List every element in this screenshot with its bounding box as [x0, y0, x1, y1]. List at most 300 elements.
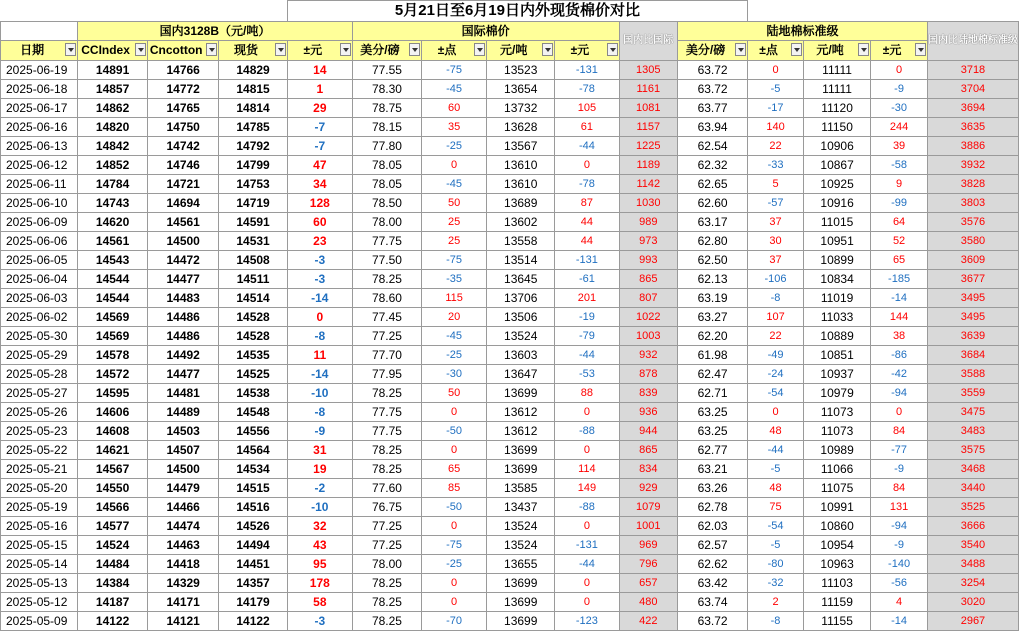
cell-points-change[interactable]: 65 [422, 460, 487, 479]
cell-usc-per-lb-upland[interactable]: 62.77 [678, 441, 748, 460]
cell-cny-change-upland[interactable]: 65 [871, 251, 928, 270]
cell-spot[interactable]: 14179 [219, 593, 287, 612]
cell-usc-per-lb[interactable]: 78.25 [352, 384, 421, 403]
cell-cny-change[interactable]: -44 [555, 346, 619, 365]
cell-cny-change[interactable]: 0 [555, 403, 619, 422]
cell-domestic-vs-intl[interactable]: 932 [619, 346, 678, 365]
cell-cny-per-ton[interactable]: 13647 [487, 365, 555, 384]
cell-cny-change-upland[interactable]: -58 [871, 156, 928, 175]
cell-ccindex[interactable]: 14569 [78, 327, 148, 346]
cell-usc-per-lb-upland[interactable]: 62.50 [678, 251, 748, 270]
cell-spot[interactable]: 14591 [219, 213, 287, 232]
cell-date[interactable]: 2025-05-19 [1, 498, 78, 517]
cell-points-change[interactable]: 0 [422, 574, 487, 593]
cell-domestic-vs-upland[interactable]: 3684 [927, 346, 1018, 365]
cell-cny-change-upland[interactable]: -94 [871, 517, 928, 536]
cell-cny-change-upland[interactable]: -9 [871, 536, 928, 555]
cell-points-change-upland[interactable]: -8 [748, 289, 804, 308]
cell-cny-change-upland[interactable]: -14 [871, 289, 928, 308]
cell-cny-change[interactable]: 0 [555, 593, 619, 612]
cell-cny-per-ton[interactable]: 13612 [487, 422, 555, 441]
cell-usc-per-lb-upland[interactable]: 62.13 [678, 270, 748, 289]
cell-spot-change[interactable]: -7 [287, 118, 352, 137]
cell-domestic-vs-intl[interactable]: 1081 [619, 99, 678, 118]
cell-ccindex[interactable]: 14187 [78, 593, 148, 612]
cell-cncotton[interactable]: 14477 [148, 365, 219, 384]
cell-ccindex[interactable]: 14852 [78, 156, 148, 175]
cell-cny-per-ton[interactable]: 13699 [487, 593, 555, 612]
cell-spot[interactable]: 14814 [219, 99, 287, 118]
filter-dropdown-icon[interactable] [340, 43, 351, 56]
cell-points-change[interactable]: 0 [422, 156, 487, 175]
cell-spot-change[interactable]: -7 [287, 137, 352, 156]
cell-spot[interactable]: 14556 [219, 422, 287, 441]
cell-date[interactable]: 2025-05-20 [1, 479, 78, 498]
cell-cny-change[interactable]: -123 [555, 612, 619, 631]
cell-spot[interactable]: 14515 [219, 479, 287, 498]
cell-usc-per-lb-upland[interactable]: 62.78 [678, 498, 748, 517]
cell-points-change[interactable]: 85 [422, 479, 487, 498]
cell-cny-change-upland[interactable]: 52 [871, 232, 928, 251]
cell-cny-change[interactable]: 61 [555, 118, 619, 137]
cell-domestic-vs-upland[interactable]: 3254 [927, 574, 1018, 593]
cell-usc-per-lb[interactable]: 77.45 [352, 308, 421, 327]
cell-domestic-vs-intl[interactable]: 422 [619, 612, 678, 631]
cell-domestic-vs-intl[interactable]: 807 [619, 289, 678, 308]
cell-domestic-vs-intl[interactable]: 839 [619, 384, 678, 403]
cell-points-change[interactable]: -45 [422, 80, 487, 99]
cell-cncotton[interactable]: 14694 [148, 194, 219, 213]
cell-ccindex[interactable]: 14550 [78, 479, 148, 498]
cell-cncotton[interactable]: 14489 [148, 403, 219, 422]
cell-cny-change-upland[interactable]: 64 [871, 213, 928, 232]
cell-cncotton[interactable]: 14171 [148, 593, 219, 612]
cell-ccindex[interactable]: 14595 [78, 384, 148, 403]
cell-ccindex[interactable]: 14842 [78, 137, 148, 156]
cell-cny-change[interactable]: 201 [555, 289, 619, 308]
cell-points-change-upland[interactable]: 75 [748, 498, 804, 517]
filter-dropdown-icon[interactable] [135, 43, 146, 56]
cell-cny-per-ton-upland[interactable]: 10834 [803, 270, 870, 289]
cell-cncotton[interactable]: 14418 [148, 555, 219, 574]
cell-usc-per-lb[interactable]: 78.75 [352, 99, 421, 118]
cell-cny-change-upland[interactable]: -42 [871, 365, 928, 384]
cell-usc-per-lb-upland[interactable]: 62.54 [678, 137, 748, 156]
cell-cny-change-upland[interactable]: 84 [871, 422, 928, 441]
cell-points-change[interactable]: 0 [422, 517, 487, 536]
cell-cny-change-upland[interactable]: 131 [871, 498, 928, 517]
cell-points-change[interactable]: 50 [422, 384, 487, 403]
cell-points-change-upland[interactable]: -32 [748, 574, 804, 593]
cell-spot-change[interactable]: 128 [287, 194, 352, 213]
cell-date[interactable]: 2025-05-23 [1, 422, 78, 441]
cell-domestic-vs-intl[interactable]: 834 [619, 460, 678, 479]
cell-cncotton[interactable]: 14721 [148, 175, 219, 194]
cell-spot[interactable]: 14548 [219, 403, 287, 422]
cell-usc-per-lb-upland[interactable]: 62.32 [678, 156, 748, 175]
cell-usc-per-lb-upland[interactable]: 63.25 [678, 403, 748, 422]
cell-cncotton[interactable]: 14507 [148, 441, 219, 460]
cell-domestic-vs-upland[interactable]: 3468 [927, 460, 1018, 479]
cell-cny-per-ton-upland[interactable]: 11073 [803, 422, 870, 441]
cell-domestic-vs-intl[interactable]: 944 [619, 422, 678, 441]
cell-usc-per-lb[interactable]: 78.25 [352, 441, 421, 460]
cell-cny-change[interactable]: 149 [555, 479, 619, 498]
cell-cny-per-ton[interactable]: 13585 [487, 479, 555, 498]
cell-cny-change[interactable]: 105 [555, 99, 619, 118]
cell-cny-change-upland[interactable]: -9 [871, 80, 928, 99]
cell-spot-change[interactable]: 0 [287, 308, 352, 327]
cell-domestic-vs-upland[interactable]: 3495 [927, 289, 1018, 308]
cell-date[interactable]: 2025-05-28 [1, 365, 78, 384]
cell-ccindex[interactable]: 14578 [78, 346, 148, 365]
cell-points-change-upland[interactable]: 0 [748, 61, 804, 80]
cell-date[interactable]: 2025-06-09 [1, 213, 78, 232]
cell-usc-per-lb-upland[interactable]: 62.80 [678, 232, 748, 251]
cell-points-change-upland[interactable]: -54 [748, 384, 804, 403]
cell-date[interactable]: 2025-05-30 [1, 327, 78, 346]
cell-cny-per-ton[interactable]: 13610 [487, 175, 555, 194]
cell-cncotton[interactable]: 14500 [148, 460, 219, 479]
cell-date[interactable]: 2025-05-27 [1, 384, 78, 403]
cell-cncotton[interactable]: 14329 [148, 574, 219, 593]
cell-cny-per-ton[interactable]: 13524 [487, 327, 555, 346]
cell-usc-per-lb-upland[interactable]: 63.74 [678, 593, 748, 612]
cell-points-change-upland[interactable]: 140 [748, 118, 804, 137]
cell-date[interactable]: 2025-06-04 [1, 270, 78, 289]
cell-domestic-vs-intl[interactable]: 993 [619, 251, 678, 270]
cell-cny-per-ton[interactable]: 13524 [487, 517, 555, 536]
cell-cny-per-ton[interactable]: 13699 [487, 384, 555, 403]
cell-points-change[interactable]: -45 [422, 327, 487, 346]
cell-ccindex[interactable]: 14569 [78, 308, 148, 327]
cell-ccindex[interactable]: 14384 [78, 574, 148, 593]
cell-usc-per-lb-upland[interactable]: 62.03 [678, 517, 748, 536]
cell-domestic-vs-intl[interactable]: 969 [619, 536, 678, 555]
cell-ccindex[interactable]: 14620 [78, 213, 148, 232]
cell-usc-per-lb[interactable]: 78.60 [352, 289, 421, 308]
cell-spot-change[interactable]: 43 [287, 536, 352, 555]
cell-ccindex[interactable]: 14572 [78, 365, 148, 384]
cell-ccindex[interactable]: 14567 [78, 460, 148, 479]
cell-domestic-vs-upland[interactable]: 3559 [927, 384, 1018, 403]
cell-spot-change[interactable]: 178 [287, 574, 352, 593]
cell-date[interactable]: 2025-05-14 [1, 555, 78, 574]
cell-points-change-upland[interactable]: -24 [748, 365, 804, 384]
cell-usc-per-lb[interactable]: 77.25 [352, 536, 421, 555]
cell-cncotton[interactable]: 14492 [148, 346, 219, 365]
cell-usc-per-lb-upland[interactable]: 62.47 [678, 365, 748, 384]
cell-usc-per-lb[interactable]: 78.05 [352, 156, 421, 175]
cell-points-change-upland[interactable]: 2 [748, 593, 804, 612]
cell-cny-per-ton-upland[interactable]: 10979 [803, 384, 870, 403]
cell-usc-per-lb[interactable]: 78.50 [352, 194, 421, 213]
cell-cny-per-ton-upland[interactable]: 11019 [803, 289, 870, 308]
cell-cny-per-ton[interactable]: 13437 [487, 498, 555, 517]
cell-domestic-vs-upland[interactable]: 3475 [927, 403, 1018, 422]
cell-spot[interactable]: 14508 [219, 251, 287, 270]
cell-domestic-vs-intl[interactable]: 936 [619, 403, 678, 422]
cell-spot[interactable]: 14829 [219, 61, 287, 80]
cell-usc-per-lb[interactable]: 78.25 [352, 460, 421, 479]
cell-spot-change[interactable]: 11 [287, 346, 352, 365]
cell-ccindex[interactable]: 14606 [78, 403, 148, 422]
cell-spot[interactable]: 14564 [219, 441, 287, 460]
cell-spot-change[interactable]: 19 [287, 460, 352, 479]
cell-date[interactable]: 2025-05-29 [1, 346, 78, 365]
cell-cncotton[interactable]: 14486 [148, 327, 219, 346]
cell-domestic-vs-upland[interactable]: 3677 [927, 270, 1018, 289]
cell-usc-per-lb-upland[interactable]: 62.62 [678, 555, 748, 574]
cell-points-change[interactable]: 25 [422, 213, 487, 232]
cell-domestic-vs-upland[interactable]: 3440 [927, 479, 1018, 498]
cell-cny-per-ton-upland[interactable]: 11111 [803, 80, 870, 99]
cell-domestic-vs-upland[interactable]: 3828 [927, 175, 1018, 194]
cell-usc-per-lb[interactable]: 78.25 [352, 593, 421, 612]
cell-cny-change[interactable]: 0 [555, 517, 619, 536]
cell-usc-per-lb[interactable]: 78.30 [352, 80, 421, 99]
cell-spot-change[interactable]: 31 [287, 441, 352, 460]
cell-usc-per-lb-upland[interactable]: 62.57 [678, 536, 748, 555]
cell-usc-per-lb-upland[interactable]: 62.71 [678, 384, 748, 403]
cell-domestic-vs-upland[interactable]: 3694 [927, 99, 1018, 118]
cell-cny-change-upland[interactable]: 144 [871, 308, 928, 327]
cell-cncotton[interactable]: 14500 [148, 232, 219, 251]
cell-cny-per-ton[interactable]: 13699 [487, 574, 555, 593]
cell-domestic-vs-upland[interactable]: 3580 [927, 232, 1018, 251]
cell-spot-change[interactable]: -10 [287, 498, 352, 517]
cell-cny-per-ton[interactable]: 13558 [487, 232, 555, 251]
cell-usc-per-lb[interactable]: 77.95 [352, 365, 421, 384]
cell-cncotton[interactable]: 14463 [148, 536, 219, 555]
cell-points-change[interactable]: 20 [422, 308, 487, 327]
cell-cny-change[interactable]: -44 [555, 555, 619, 574]
cell-domestic-vs-upland[interactable]: 3609 [927, 251, 1018, 270]
cell-cny-per-ton[interactable]: 13523 [487, 61, 555, 80]
cell-points-change[interactable]: 25 [422, 232, 487, 251]
cell-cny-change[interactable]: -44 [555, 137, 619, 156]
cell-ccindex[interactable]: 14608 [78, 422, 148, 441]
cell-cncotton[interactable]: 14466 [148, 498, 219, 517]
cell-spot-change[interactable]: 1 [287, 80, 352, 99]
cell-cny-per-ton-upland[interactable]: 10860 [803, 517, 870, 536]
cell-date[interactable]: 2025-05-22 [1, 441, 78, 460]
cell-cncotton[interactable]: 14472 [148, 251, 219, 270]
cell-points-change-upland[interactable]: -44 [748, 441, 804, 460]
cell-usc-per-lb-upland[interactable]: 63.26 [678, 479, 748, 498]
cell-points-change[interactable]: 115 [422, 289, 487, 308]
cell-spot-change[interactable]: 14 [287, 61, 352, 80]
cell-usc-per-lb-upland[interactable]: 63.72 [678, 80, 748, 99]
cell-points-change[interactable]: 0 [422, 441, 487, 460]
cell-cny-change[interactable]: 0 [555, 156, 619, 175]
cell-cny-change[interactable]: -131 [555, 251, 619, 270]
cell-points-change-upland[interactable]: -80 [748, 555, 804, 574]
cell-cny-per-ton[interactable]: 13524 [487, 536, 555, 555]
cell-usc-per-lb[interactable]: 78.15 [352, 118, 421, 137]
cell-usc-per-lb[interactable]: 78.05 [352, 175, 421, 194]
cell-cny-per-ton-upland[interactable]: 10906 [803, 137, 870, 156]
cell-cny-change[interactable]: 44 [555, 213, 619, 232]
cell-points-change[interactable]: -25 [422, 346, 487, 365]
cell-domestic-vs-intl[interactable]: 989 [619, 213, 678, 232]
cell-points-change[interactable]: 60 [422, 99, 487, 118]
cell-usc-per-lb[interactable]: 77.80 [352, 137, 421, 156]
cell-domestic-vs-intl[interactable]: 480 [619, 593, 678, 612]
cell-spot-change[interactable]: -2 [287, 479, 352, 498]
cell-spot-change[interactable]: -3 [287, 251, 352, 270]
cell-ccindex[interactable]: 14743 [78, 194, 148, 213]
cell-cncotton[interactable]: 14121 [148, 612, 219, 631]
cell-domestic-vs-intl[interactable]: 1305 [619, 61, 678, 80]
cell-points-change-upland[interactable]: -8 [748, 612, 804, 631]
cell-spot[interactable]: 14357 [219, 574, 287, 593]
cell-domestic-vs-upland[interactable]: 3666 [927, 517, 1018, 536]
cell-cny-per-ton-upland[interactable]: 10851 [803, 346, 870, 365]
cell-spot[interactable]: 14531 [219, 232, 287, 251]
cell-cny-change[interactable]: 114 [555, 460, 619, 479]
cell-cny-per-ton[interactable]: 13706 [487, 289, 555, 308]
cell-usc-per-lb[interactable]: 78.00 [352, 213, 421, 232]
cell-spot[interactable]: 14753 [219, 175, 287, 194]
cell-cny-per-ton-upland[interactable]: 10991 [803, 498, 870, 517]
cell-cny-per-ton-upland[interactable]: 10867 [803, 156, 870, 175]
cell-domestic-vs-upland[interactable]: 3525 [927, 498, 1018, 517]
cell-spot-change[interactable]: 60 [287, 213, 352, 232]
cell-date[interactable]: 2025-06-18 [1, 80, 78, 99]
cell-cny-change-upland[interactable]: -77 [871, 441, 928, 460]
cell-usc-per-lb-upland[interactable]: 63.72 [678, 612, 748, 631]
cell-cny-change[interactable]: -19 [555, 308, 619, 327]
filter-dropdown-icon[interactable] [915, 43, 926, 56]
cell-cny-change[interactable]: -61 [555, 270, 619, 289]
cell-cny-per-ton-upland[interactable]: 11120 [803, 99, 870, 118]
cell-cny-per-ton[interactable]: 13567 [487, 137, 555, 156]
cell-spot-change[interactable]: 29 [287, 99, 352, 118]
cell-spot[interactable]: 14719 [219, 194, 287, 213]
cell-spot[interactable]: 14528 [219, 308, 287, 327]
cell-usc-per-lb[interactable]: 78.00 [352, 555, 421, 574]
cell-cny-per-ton[interactable]: 13654 [487, 80, 555, 99]
cell-usc-per-lb-upland[interactable]: 63.17 [678, 213, 748, 232]
cell-spot[interactable]: 14122 [219, 612, 287, 631]
cell-cncotton[interactable]: 14503 [148, 422, 219, 441]
cell-cncotton[interactable]: 14479 [148, 479, 219, 498]
cell-points-change-upland[interactable]: -54 [748, 517, 804, 536]
cell-points-change[interactable]: -50 [422, 422, 487, 441]
cell-spot-change[interactable]: 95 [287, 555, 352, 574]
cell-cny-per-ton-upland[interactable]: 10963 [803, 555, 870, 574]
cell-cny-change-upland[interactable]: 84 [871, 479, 928, 498]
cell-points-change-upland[interactable]: -5 [748, 536, 804, 555]
cell-ccindex[interactable]: 14857 [78, 80, 148, 99]
cell-spot[interactable]: 14815 [219, 80, 287, 99]
cell-cny-per-ton[interactable]: 13645 [487, 270, 555, 289]
cell-ccindex[interactable]: 14577 [78, 517, 148, 536]
cell-domestic-vs-upland[interactable]: 3932 [927, 156, 1018, 175]
cell-points-change[interactable]: -75 [422, 251, 487, 270]
cell-cny-change-upland[interactable]: -94 [871, 384, 928, 403]
cell-date[interactable]: 2025-06-19 [1, 61, 78, 80]
cell-cny-per-ton[interactable]: 13612 [487, 403, 555, 422]
cell-ccindex[interactable]: 14566 [78, 498, 148, 517]
cell-cny-change[interactable]: 88 [555, 384, 619, 403]
cell-date[interactable]: 2025-06-10 [1, 194, 78, 213]
cell-date[interactable]: 2025-05-15 [1, 536, 78, 555]
cell-cny-per-ton[interactable]: 13699 [487, 441, 555, 460]
cell-spot-change[interactable]: 47 [287, 156, 352, 175]
cell-spot-change[interactable]: -14 [287, 289, 352, 308]
cell-domestic-vs-upland[interactable]: 3886 [927, 137, 1018, 156]
cell-usc-per-lb[interactable]: 76.75 [352, 498, 421, 517]
cell-domestic-vs-upland[interactable]: 3495 [927, 308, 1018, 327]
cell-usc-per-lb[interactable]: 78.25 [352, 270, 421, 289]
cell-domestic-vs-intl[interactable]: 1157 [619, 118, 678, 137]
cell-usc-per-lb-upland[interactable]: 61.98 [678, 346, 748, 365]
cell-points-change-upland[interactable]: 22 [748, 137, 804, 156]
cell-cny-per-ton-upland[interactable]: 10937 [803, 365, 870, 384]
cell-usc-per-lb[interactable]: 77.55 [352, 61, 421, 80]
cell-ccindex[interactable]: 14784 [78, 175, 148, 194]
cell-date[interactable]: 2025-06-03 [1, 289, 78, 308]
cell-domestic-vs-intl[interactable]: 929 [619, 479, 678, 498]
cell-points-change-upland[interactable]: -17 [748, 99, 804, 118]
cell-points-change[interactable]: -25 [422, 137, 487, 156]
cell-date[interactable]: 2025-05-13 [1, 574, 78, 593]
cell-spot[interactable]: 14516 [219, 498, 287, 517]
cell-cny-change[interactable]: -88 [555, 498, 619, 517]
cell-cny-per-ton[interactable]: 13610 [487, 156, 555, 175]
cell-domestic-vs-intl[interactable]: 796 [619, 555, 678, 574]
cell-date[interactable]: 2025-05-12 [1, 593, 78, 612]
cell-spot[interactable]: 14494 [219, 536, 287, 555]
cell-points-change-upland[interactable]: 37 [748, 251, 804, 270]
cell-usc-per-lb[interactable]: 77.25 [352, 327, 421, 346]
cell-domestic-vs-intl[interactable]: 973 [619, 232, 678, 251]
cell-points-change-upland[interactable]: -106 [748, 270, 804, 289]
cell-cny-per-ton-upland[interactable]: 11103 [803, 574, 870, 593]
cell-date[interactable]: 2025-06-02 [1, 308, 78, 327]
cell-cny-per-ton-upland[interactable]: 10899 [803, 251, 870, 270]
cell-spot-change[interactable]: 58 [287, 593, 352, 612]
cell-domestic-vs-upland[interactable]: 3576 [927, 213, 1018, 232]
cell-spot-change[interactable]: -8 [287, 403, 352, 422]
cell-cny-per-ton-upland[interactable]: 10989 [803, 441, 870, 460]
cell-cny-change[interactable]: 44 [555, 232, 619, 251]
cell-usc-per-lb-upland[interactable]: 63.94 [678, 118, 748, 137]
filter-dropdown-icon[interactable] [858, 43, 869, 56]
cell-date[interactable]: 2025-05-26 [1, 403, 78, 422]
cell-domestic-vs-intl[interactable]: 1022 [619, 308, 678, 327]
cell-points-change[interactable]: -50 [422, 498, 487, 517]
cell-points-change[interactable]: -35 [422, 270, 487, 289]
cell-points-change-upland[interactable]: 37 [748, 213, 804, 232]
cell-domestic-vs-upland[interactable]: 3488 [927, 555, 1018, 574]
filter-dropdown-icon[interactable] [542, 43, 553, 56]
cell-usc-per-lb-upland[interactable]: 62.65 [678, 175, 748, 194]
cell-ccindex[interactable]: 14621 [78, 441, 148, 460]
cell-cny-change-upland[interactable]: 244 [871, 118, 928, 137]
cell-cncotton[interactable]: 14483 [148, 289, 219, 308]
cell-points-change[interactable]: 35 [422, 118, 487, 137]
cell-date[interactable]: 2025-06-06 [1, 232, 78, 251]
cell-date[interactable]: 2025-06-13 [1, 137, 78, 156]
cell-cny-change-upland[interactable]: -86 [871, 346, 928, 365]
cell-cncotton[interactable]: 14561 [148, 213, 219, 232]
cell-cncotton[interactable]: 14765 [148, 99, 219, 118]
cell-domestic-vs-intl[interactable]: 1001 [619, 517, 678, 536]
cell-points-change[interactable]: 0 [422, 593, 487, 612]
